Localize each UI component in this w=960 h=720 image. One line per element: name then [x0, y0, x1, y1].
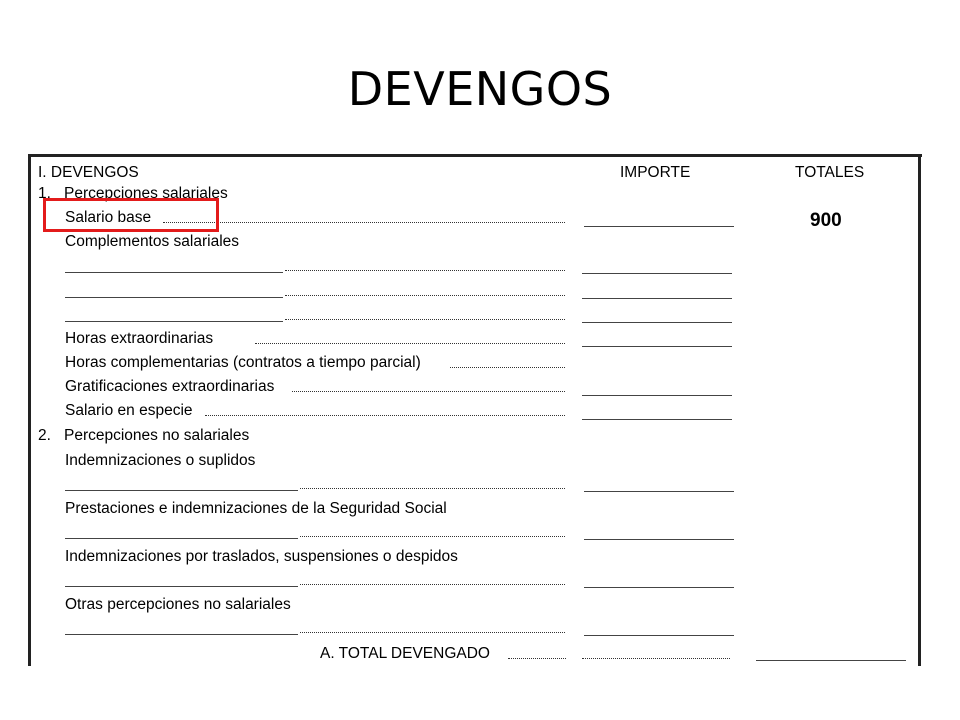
traslados-leader [300, 584, 565, 585]
otras-blank [65, 634, 298, 635]
traslados-blank [65, 586, 298, 587]
complemento-importe-line-2 [582, 298, 732, 299]
prestaciones-blank [65, 538, 298, 539]
indemnizaciones-suplidos-label: Indemnizaciones o suplidos [65, 452, 256, 469]
suplidos-blank [65, 490, 298, 491]
suplidos-leader [300, 488, 565, 489]
total-devengado-label: A. TOTAL DEVENGADO [320, 645, 490, 662]
prestaciones-importe-line [584, 539, 734, 540]
complemento-leader-2 [285, 295, 565, 296]
column-header-importe: IMPORTE [620, 164, 691, 181]
complemento-blank-3 [65, 321, 283, 322]
complemento-importe-line-3 [582, 322, 732, 323]
complemento-blank-2 [65, 297, 283, 298]
gratificaciones-importe-line [582, 395, 732, 396]
total-devengado-leader [508, 658, 566, 659]
total-totales-line [756, 660, 906, 661]
horas-extra-leader [255, 343, 565, 344]
salario-especie-label: Salario en especie [65, 402, 193, 419]
prestaciones-leader [300, 536, 565, 537]
suplidos-importe-line [584, 491, 734, 492]
salario-base-label: Salario base [65, 209, 152, 226]
salario-especie-leader [205, 415, 565, 416]
horas-complementarias-leader [450, 367, 565, 368]
column-header-totales: TOTALES [795, 164, 865, 181]
form-left-border [28, 154, 31, 666]
otras-leader [300, 632, 565, 633]
horas-extra-label: Horas extraordinarias [65, 330, 214, 347]
traslados-importe-line [584, 587, 734, 588]
complemento-importe-line-1 [582, 273, 732, 274]
salario-base-value: 900 [810, 210, 842, 231]
section-title: I. DEVENGOS [38, 164, 139, 181]
indemnizaciones-traslados-label: Indemnizaciones por traslados, suspensiones o despidos [65, 548, 458, 565]
horas-complementarias-label: Horas complementarias (contratos a tiempo parcial) [65, 354, 421, 371]
section-1-number: 1. [38, 185, 51, 202]
section-2-label: Percepciones no salariales [64, 427, 250, 444]
complemento-leader-1 [285, 270, 565, 271]
gratificaciones-leader [292, 391, 565, 392]
slide-title: DEVENGOS [347, 62, 613, 116]
complemento-blank-1 [65, 272, 283, 273]
salario-base-highlight-box [43, 198, 219, 232]
form-right-border [918, 154, 921, 666]
total-importe-dots [582, 658, 730, 659]
otras-importe-line [584, 635, 734, 636]
section-1-label: Percepciones salariales [64, 185, 228, 202]
gratificaciones-label: Gratificaciones extraordinarias [65, 378, 275, 395]
prestaciones-label: Prestaciones e indemnizaciones de la Seguridad Social [65, 500, 447, 517]
salario-base-leader [163, 222, 565, 223]
otras-percepciones-label: Otras percepciones no salariales [65, 596, 291, 613]
complementos-label: Complementos salariales [65, 233, 240, 250]
section-2-number: 2. [38, 427, 51, 444]
complemento-leader-3 [285, 319, 565, 320]
salario-base-importe-line [584, 226, 734, 227]
salario-especie-importe-line [582, 419, 732, 420]
horas-extra-importe-line [582, 346, 732, 347]
